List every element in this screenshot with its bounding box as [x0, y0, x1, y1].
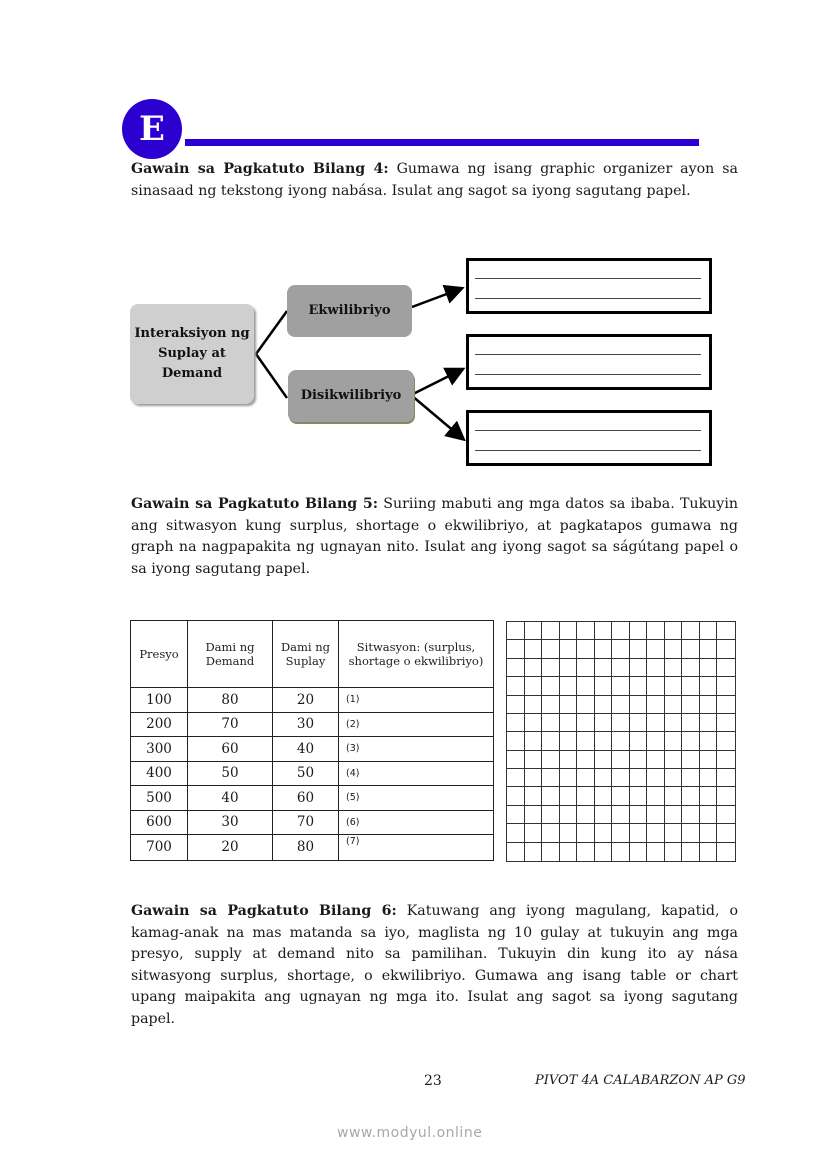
- activity-6-label: Gawain sa Pagkatuto Bilang 6:: [131, 903, 397, 919]
- grid-cell: [682, 622, 700, 640]
- section-letter: E: [139, 109, 165, 149]
- grid-cell: [577, 677, 595, 695]
- grid-cell: [542, 751, 560, 769]
- grid-cell: [595, 806, 613, 824]
- grid-cell: [507, 677, 525, 695]
- cell-suplay: 20: [273, 688, 339, 713]
- grid-cell: [717, 806, 735, 824]
- grid-cell: [717, 824, 735, 842]
- grid-cell: [507, 732, 525, 750]
- grid-cell: [577, 659, 595, 677]
- grid-cell: [700, 732, 718, 750]
- answer-box-1[interactable]: [466, 258, 712, 314]
- grid-cell: [595, 732, 613, 750]
- cell-suplay: 50: [273, 761, 339, 786]
- grid-cell: [665, 787, 683, 805]
- graph-paper-grid[interactable]: [506, 621, 736, 862]
- answer-line: [475, 354, 701, 355]
- activity-4-instructions: [131, 159, 738, 202]
- grid-cell: [525, 751, 543, 769]
- disikwilibriyo-label: Disikwilibriyo: [300, 388, 402, 403]
- grid-cell: [542, 640, 560, 658]
- grid-cell: [577, 732, 595, 750]
- grid-cell: [665, 714, 683, 732]
- header-dami-ng-demand: Dami ng Demand: [188, 621, 273, 688]
- grid-cell: [542, 714, 560, 732]
- grid-cell: [542, 659, 560, 677]
- grid-cell: [665, 640, 683, 658]
- grid-cell: [647, 806, 665, 824]
- activity-4-label: Gawain sa Pagkatuto Bilang 4:: [131, 161, 389, 177]
- grid-cell: [560, 787, 578, 805]
- grid-cell: [717, 696, 735, 714]
- grid-cell: [665, 622, 683, 640]
- grid-cell: [682, 843, 700, 861]
- grid-cell: [700, 769, 718, 787]
- cell-presyo: 300: [131, 737, 188, 762]
- grid-cell: [560, 751, 578, 769]
- grid-cell: [647, 824, 665, 842]
- grid-cell: [595, 787, 613, 805]
- grid-cell: [560, 714, 578, 732]
- table-row: [131, 737, 494, 762]
- grid-cell: [507, 843, 525, 861]
- grid-cell: [577, 714, 595, 732]
- grid-cell: [612, 659, 630, 677]
- grid-cell: [577, 640, 595, 658]
- grid-cell: [630, 659, 648, 677]
- grid-cell: [700, 787, 718, 805]
- grid-cell: [717, 769, 735, 787]
- grid-cell: [612, 714, 630, 732]
- answer-box-2[interactable]: [466, 334, 712, 390]
- watermark: www.modyul.online: [337, 1125, 483, 1141]
- grid-cell: [507, 696, 525, 714]
- grid-cell: [717, 677, 735, 695]
- cell-suplay: 40: [273, 737, 339, 762]
- cell-sitwasyon[interactable]: (7): [339, 835, 494, 861]
- grid-cell: [682, 714, 700, 732]
- root-node-label: Interaksiyon ng Suplay at Demand: [134, 326, 250, 381]
- grid-cell: [542, 843, 560, 861]
- grid-cell: [700, 659, 718, 677]
- table-row: [131, 688, 494, 713]
- grid-cell: [665, 659, 683, 677]
- section-badge: [122, 99, 182, 159]
- grid-cell: [612, 640, 630, 658]
- grid-cell: [630, 696, 648, 714]
- grid-cell: [630, 677, 648, 695]
- grid-cell: [700, 751, 718, 769]
- grid-cell: [612, 787, 630, 805]
- grid-cell: [717, 714, 735, 732]
- grid-cell: [525, 824, 543, 842]
- grid-cell: [560, 806, 578, 824]
- grid-cell: [682, 677, 700, 695]
- answer-line: [475, 450, 701, 451]
- grid-cell: [577, 751, 595, 769]
- grid-cell: [525, 659, 543, 677]
- grid-cell: [525, 714, 543, 732]
- ekwilibriyo-label: Ekwilibriyo: [308, 303, 391, 318]
- grid-cell: [595, 843, 613, 861]
- cell-suplay: 60: [273, 786, 339, 811]
- grid-cell: [595, 769, 613, 787]
- grid-cell: [630, 751, 648, 769]
- grid-cell: [647, 677, 665, 695]
- answer-box-3[interactable]: [466, 410, 712, 466]
- table-row: [131, 786, 494, 811]
- grid-cell: [542, 806, 560, 824]
- cell-demand: 30: [188, 810, 273, 835]
- grid-cell: [682, 787, 700, 805]
- cell-presyo: 600: [131, 810, 188, 835]
- grid-cell: [525, 696, 543, 714]
- grid-cell: [647, 787, 665, 805]
- connector-root-to-disikwilibriyo: [256, 354, 287, 398]
- grid-cell: [595, 824, 613, 842]
- grid-cell: [525, 640, 543, 658]
- grid-cell: [700, 622, 718, 640]
- grid-cell: [560, 732, 578, 750]
- cell-presyo: 500: [131, 786, 188, 811]
- cell-sitwasyon[interactable]: (3): [339, 737, 494, 762]
- grid-cell: [682, 696, 700, 714]
- grid-cell: [595, 677, 613, 695]
- grid-cell: [682, 751, 700, 769]
- grid-cell: [717, 640, 735, 658]
- answer-line: [475, 374, 701, 375]
- answer-line: [475, 298, 701, 299]
- grid-cell: [612, 677, 630, 695]
- arrow-ekwilibriyo-to-box1: [412, 289, 460, 307]
- cell-demand: 70: [188, 712, 273, 737]
- grid-cell: [542, 769, 560, 787]
- cell-presyo: 100: [131, 688, 188, 713]
- grid-cell: [612, 769, 630, 787]
- grid-cell: [560, 696, 578, 714]
- grid-cell: [682, 640, 700, 658]
- cell-demand: 80: [188, 688, 273, 713]
- connector-root-to-ekwilibriyo: [256, 311, 287, 354]
- cell-sitwasyon[interactable]: (6): [339, 810, 494, 835]
- grid-cell: [665, 696, 683, 714]
- grid-cell: [647, 769, 665, 787]
- grid-cell: [577, 806, 595, 824]
- grid-cell: [612, 732, 630, 750]
- grid-cell: [665, 824, 683, 842]
- answer-line: [475, 278, 701, 279]
- answer-line: [475, 430, 701, 431]
- arrow-disikwilibriyo-to-box3: [411, 395, 462, 438]
- grid-cell: [630, 787, 648, 805]
- grid-cell: [717, 843, 735, 861]
- grid-cell: [507, 751, 525, 769]
- header-sitwasyon: Sitwasyon: (surplus, shortage o ekwilibriyo): [339, 621, 494, 688]
- grid-cell: [507, 622, 525, 640]
- grid-cell: [630, 824, 648, 842]
- activity-5-instructions: [131, 494, 738, 580]
- grid-cell: [700, 640, 718, 658]
- table-row: [131, 835, 494, 861]
- grid-cell: [647, 751, 665, 769]
- grid-cell: [525, 806, 543, 824]
- grid-cell: [525, 769, 543, 787]
- grid-cell: [647, 622, 665, 640]
- cell-suplay: 30: [273, 712, 339, 737]
- grid-cell: [630, 806, 648, 824]
- grid-cell: [577, 787, 595, 805]
- grid-cell: [577, 622, 595, 640]
- cell-presyo: 700: [131, 835, 188, 861]
- header-dami-ng-suplay: Dami ng Suplay: [273, 621, 339, 688]
- grid-cell: [665, 806, 683, 824]
- grid-cell: [507, 714, 525, 732]
- grid-cell: [560, 659, 578, 677]
- grid-cell: [630, 732, 648, 750]
- grid-cell: [717, 659, 735, 677]
- grid-cell: [542, 622, 560, 640]
- cell-sitwasyon[interactable]: (1): [339, 688, 494, 713]
- grid-cell: [612, 824, 630, 842]
- grid-cell: [700, 806, 718, 824]
- grid-cell: [717, 622, 735, 640]
- activity-5-label: Gawain sa Pagkatuto Bilang 5:: [131, 496, 378, 512]
- grid-cell: [507, 659, 525, 677]
- grid-cell: [717, 751, 735, 769]
- grid-cell: [560, 824, 578, 842]
- cell-sitwasyon[interactable]: (5): [339, 786, 494, 811]
- grid-cell: [595, 640, 613, 658]
- grid-cell: [560, 677, 578, 695]
- header-presyo: Presyo: [131, 621, 188, 688]
- grid-cell: [630, 769, 648, 787]
- table-row: [131, 712, 494, 737]
- cell-suplay: 70: [273, 810, 339, 835]
- grid-cell: [665, 843, 683, 861]
- grid-cell: [647, 732, 665, 750]
- grid-cell: [542, 824, 560, 842]
- grid-cell: [682, 732, 700, 750]
- grid-cell: [665, 751, 683, 769]
- grid-cell: [507, 787, 525, 805]
- grid-cell: [630, 714, 648, 732]
- activity-4-text: Gumawa ng isang graphic organizer ayon sa sinasaad ng tekstong iyong nabása. Isulat ang sagot sa iyong sagutang papel.: [131, 161, 738, 199]
- cell-suplay: 80: [273, 835, 339, 861]
- cell-demand: 20: [188, 835, 273, 861]
- grid-cell: [577, 696, 595, 714]
- grid-cell: [665, 769, 683, 787]
- grid-cell: [647, 714, 665, 732]
- grid-cell: [577, 824, 595, 842]
- grid-cell: [525, 843, 543, 861]
- page-number: 23: [424, 1073, 442, 1089]
- grid-cell: [612, 806, 630, 824]
- grid-cell: [665, 677, 683, 695]
- grid-cell: [612, 696, 630, 714]
- activity-6-instructions: [131, 901, 738, 1030]
- grid-cell: [717, 732, 735, 750]
- grid-cell: [595, 714, 613, 732]
- organizer-root-node: [130, 304, 254, 404]
- supply-demand-table: [130, 620, 494, 861]
- cell-presyo: 400: [131, 761, 188, 786]
- grid-cell: [682, 769, 700, 787]
- grid-cell: [682, 806, 700, 824]
- grid-cell: [507, 640, 525, 658]
- grid-cell: [525, 787, 543, 805]
- grid-cell: [700, 843, 718, 861]
- grid-cell: [700, 714, 718, 732]
- grid-cell: [507, 769, 525, 787]
- grid-cell: [577, 769, 595, 787]
- grid-cell: [595, 751, 613, 769]
- grid-cell: [507, 806, 525, 824]
- footer-title: PIVOT 4A CALABARZON AP G9: [535, 1073, 746, 1088]
- activity-6-text: Katuwang ang iyong magulang, kapatid, o kamag-anak na mas matanda sa iyo, maglista ng 10 gulay at tukuyin ang mga presyo, supply at demand nito sa pamilihan. Tukuyin din kung ito ay nása sitwasyong surplus, shortage, o ekwilibriyo. Gumawa ang isang table or chart upang maipakita ang ugnayan ng mga ito. Isulat ang sagot sa iyong sagutang papel.: [131, 903, 738, 1027]
- grid-cell: [682, 659, 700, 677]
- cell-demand: 40: [188, 786, 273, 811]
- grid-cell: [542, 787, 560, 805]
- grid-cell: [560, 622, 578, 640]
- header-rule: [185, 139, 699, 146]
- grid-cell: [560, 769, 578, 787]
- table-header-row: [131, 621, 494, 688]
- grid-cell: [577, 843, 595, 861]
- organizer-node-disikwilibriyo: [288, 370, 414, 422]
- table-row: [131, 761, 494, 786]
- grid-cell: [630, 622, 648, 640]
- grid-cell: [595, 696, 613, 714]
- grid-cell: [612, 843, 630, 861]
- cell-presyo: 200: [131, 712, 188, 737]
- grid-cell: [542, 677, 560, 695]
- grid-cell: [595, 622, 613, 640]
- grid-cell: [717, 787, 735, 805]
- grid-cell: [612, 751, 630, 769]
- grid-cell: [700, 696, 718, 714]
- grid-cell: [542, 732, 560, 750]
- table-row: [131, 810, 494, 835]
- arrow-disikwilibriyo-to-box2: [411, 370, 461, 395]
- grid-cell: [560, 843, 578, 861]
- grid-cell: [507, 824, 525, 842]
- grid-cell: [595, 659, 613, 677]
- grid-cell: [525, 622, 543, 640]
- activity-5-text: Suriing mabuti ang mga datos sa ibaba. Tukuyin ang sitwasyon kung surplus, shortage o ekwilibriyo, at pagkatapos gumawa ng graph na nagpapakita ng ugnayan nito. Isulat ang iyong sagot sa ságútang papel o sa iyong sagutang papel.: [131, 496, 738, 577]
- cell-sitwasyon[interactable]: (4): [339, 761, 494, 786]
- cell-demand: 60: [188, 737, 273, 762]
- cell-demand: 50: [188, 761, 273, 786]
- organizer-node-ekwilibriyo: [287, 285, 412, 337]
- grid-cell: [542, 696, 560, 714]
- grid-cell: [630, 843, 648, 861]
- grid-cell: [630, 640, 648, 658]
- grid-cell: [647, 843, 665, 861]
- grid-cell: [525, 732, 543, 750]
- grid-cell: [647, 659, 665, 677]
- grid-cell: [647, 696, 665, 714]
- cell-sitwasyon[interactable]: (2): [339, 712, 494, 737]
- grid-cell: [560, 640, 578, 658]
- grid-cell: [700, 824, 718, 842]
- grid-cell: [665, 732, 683, 750]
- grid-cell: [700, 677, 718, 695]
- grid-cell: [525, 677, 543, 695]
- grid-cell: [612, 622, 630, 640]
- grid-cell: [682, 824, 700, 842]
- grid-cell: [647, 640, 665, 658]
